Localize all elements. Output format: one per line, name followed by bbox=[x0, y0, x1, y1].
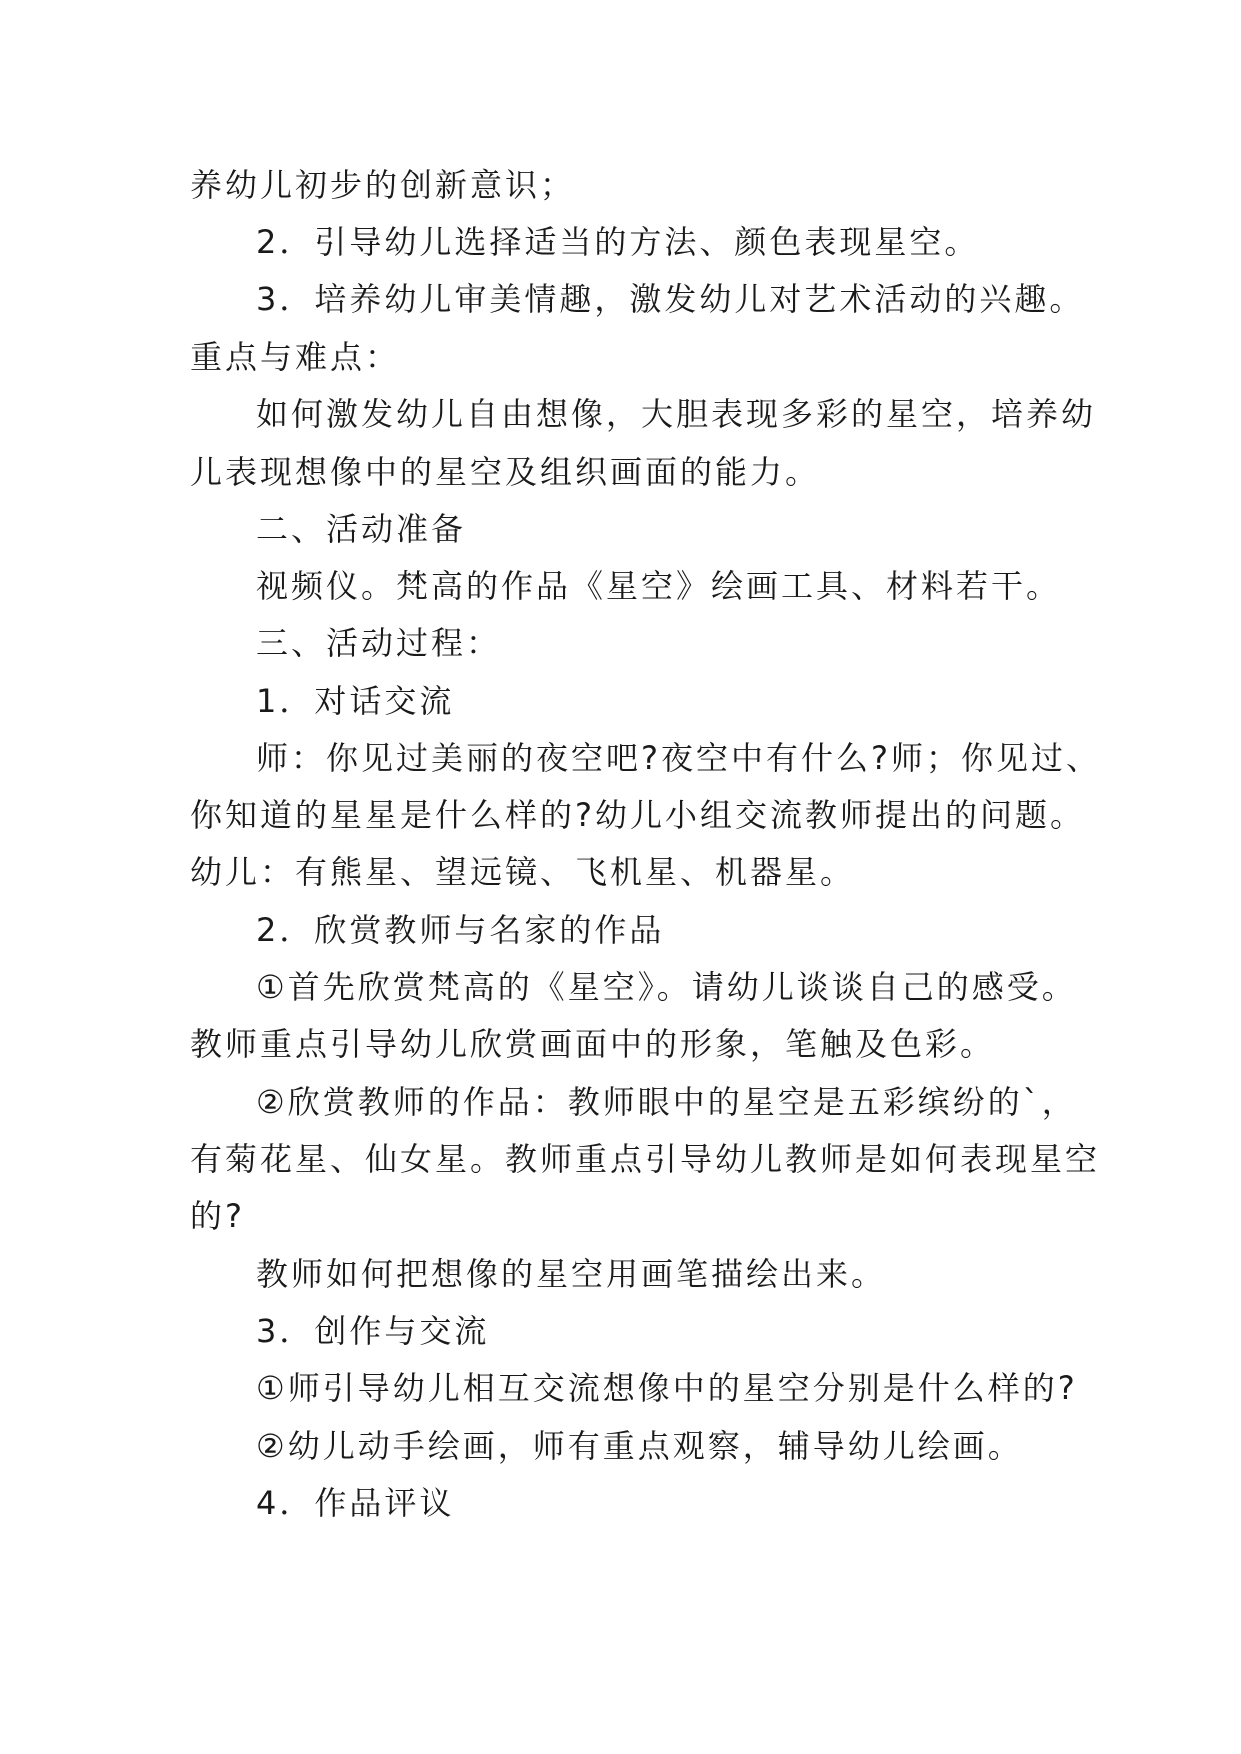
text-line: ②幼儿动手绘画，师有重点观察，辅导幼儿绘画。 bbox=[256, 1427, 1023, 1465]
text-line: ①师引导幼儿相互交流想像中的星空分别是什么样的? bbox=[256, 1369, 1078, 1407]
text-line: 3．创作与交流 bbox=[256, 1312, 490, 1350]
text-line: 1．对话交流 bbox=[256, 682, 455, 720]
section-heading: 二、活动准备 bbox=[256, 510, 467, 548]
text-line: 师：你见过美丽的夜空吧?夜空中有什么?师；你见过、 bbox=[256, 739, 1101, 777]
text-line: 4．作品评议 bbox=[256, 1484, 455, 1522]
section-heading: 三、活动过程： bbox=[256, 624, 502, 662]
text-line: 教师如何把想像的星空用画笔描绘出来。 bbox=[256, 1255, 887, 1293]
text-line: 重点与难点： bbox=[190, 338, 401, 376]
text-line: 2．欣赏教师与名家的作品 bbox=[256, 911, 665, 949]
text-line: 如何激发幼儿自由想像，大胆表现多彩的星空，培养幼 bbox=[256, 395, 1097, 433]
text-line: 有菊花星、仙女星。教师重点引导幼儿教师是如何表现星空 bbox=[190, 1140, 1101, 1178]
text-line: 你知道的星星是什么样的?幼儿小组交流教师提出的问题。 bbox=[190, 796, 1085, 834]
text-line: 儿表现想像中的星空及组织画面的能力。 bbox=[190, 453, 821, 491]
text-line: 幼儿：有熊星、望远镜、飞机星、机器星。 bbox=[190, 853, 856, 891]
text-line: ①首先欣赏梵高的《星空》。请幼儿谈谈自己的感受。 bbox=[256, 968, 1077, 1006]
text-line: 3．培养幼儿审美情趣，激发幼儿对艺术活动的兴趣。 bbox=[256, 280, 1085, 318]
text-line: 的? bbox=[190, 1197, 245, 1235]
text-line: 视频仪。梵高的作品《星空》绘画工具、材料若干。 bbox=[256, 567, 1062, 605]
text-line: ②欣赏教师的作品：教师眼中的星空是五彩缤纷的`， bbox=[256, 1083, 1077, 1121]
text-line: 2．引导幼儿选择适当的方法、颜色表现星空。 bbox=[256, 223, 980, 261]
text-line: 养幼儿初步的创新意识； bbox=[190, 166, 576, 204]
text-line: 教师重点引导幼儿欣赏画面中的形象，笔触及色彩。 bbox=[190, 1025, 996, 1063]
